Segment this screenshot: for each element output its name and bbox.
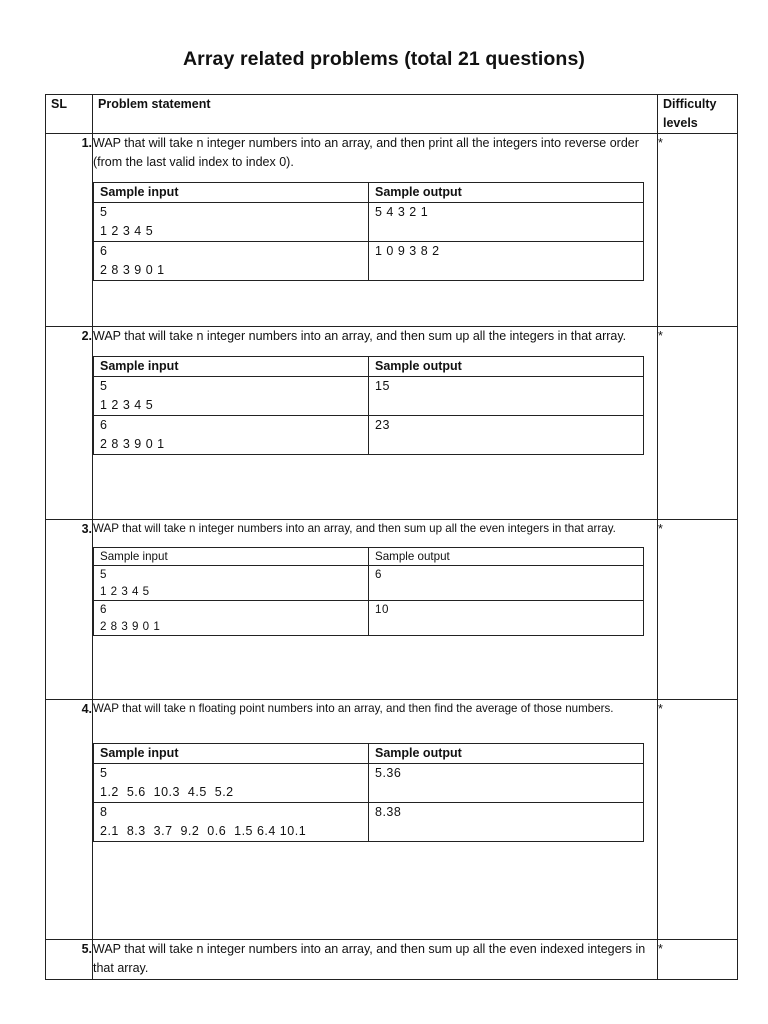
problem-statement-cell xyxy=(93,700,658,940)
problem-statement-cell xyxy=(93,327,658,520)
input-line: 2 8 3 9 0 1 xyxy=(100,437,165,451)
problem-number: 3. xyxy=(46,520,93,700)
input-line: 1 2 3 4 5 xyxy=(100,398,154,412)
input-line: 6 xyxy=(100,603,107,616)
sample-output-header: Sample output xyxy=(369,357,644,377)
sample-input-header: Sample input xyxy=(94,548,369,566)
sample-input xyxy=(94,377,369,416)
difficulty-level: * xyxy=(658,940,738,980)
sample-input xyxy=(94,601,369,636)
input-line: 5 xyxy=(100,766,108,780)
sample-input xyxy=(94,242,369,281)
problems-table xyxy=(45,94,738,980)
input-line: 2.1 8.3 3.7 9.2 0.6 1.5 6.4 10.1 xyxy=(100,824,307,838)
sample-table xyxy=(93,182,644,281)
input-line: 5 xyxy=(100,205,108,219)
sample-output-header: Sample output xyxy=(369,548,644,566)
sample-output: 6 xyxy=(369,566,644,601)
problem-number: 1. xyxy=(46,134,93,327)
input-line: 5 xyxy=(100,568,107,581)
problem-row-3 xyxy=(46,520,738,700)
input-line: 2 8 3 9 0 1 xyxy=(100,620,161,633)
problem-row-2 xyxy=(46,327,738,520)
problem-number: 4. xyxy=(46,700,93,940)
sample-table xyxy=(93,743,644,842)
sample-input xyxy=(94,416,369,455)
input-line: 1.2 5.6 10.3 4.5 5.2 xyxy=(100,785,234,799)
problem-statement: WAP that will take n integer numbers into an array, and then print all the integers into reverse order (from the last valid index to index 0). xyxy=(93,136,639,169)
difficulty-header: Difficulty levels xyxy=(658,95,738,134)
input-line: 5 xyxy=(100,379,108,393)
difficulty-level: * xyxy=(658,520,738,700)
difficulty-level: * xyxy=(658,134,738,327)
sample-table xyxy=(93,356,644,455)
problem-statement-cell xyxy=(93,940,658,980)
problem-number: 5. xyxy=(46,940,93,980)
problem-statement-header: Problem statement xyxy=(93,95,658,134)
input-line: 8 xyxy=(100,805,108,819)
sample-output: 8.38 xyxy=(369,803,644,842)
sample-table xyxy=(93,547,644,636)
problem-statement: WAP that will take n integer numbers into an array, and then sum up all the even indexed integers in that array. xyxy=(93,942,646,975)
input-line: 6 xyxy=(100,244,108,258)
problem-row-1 xyxy=(46,134,738,327)
problem-statement-cell xyxy=(93,520,658,700)
sample-input xyxy=(94,566,369,601)
sample-output: 5.36 xyxy=(369,764,644,803)
problem-row-5 xyxy=(46,940,738,980)
input-line: 1 2 3 4 5 xyxy=(100,585,150,598)
sample-output: 5 4 3 2 1 xyxy=(369,203,644,242)
sample-output: 23 xyxy=(369,416,644,455)
problem-row-4 xyxy=(46,700,738,940)
sample-input-header: Sample input xyxy=(94,183,369,203)
sample-output: 15 xyxy=(369,377,644,416)
input-line: 6 xyxy=(100,418,108,432)
page-title: Array related problems (total 21 questions) xyxy=(183,48,585,70)
problem-statement-cell xyxy=(93,134,658,327)
header-row xyxy=(46,95,738,134)
sample-output: 1 0 9 3 8 2 xyxy=(369,242,644,281)
problem-statement: WAP that will take n integer numbers into an array, and then sum up all the even integers in that array. xyxy=(93,522,616,535)
problem-number: 2. xyxy=(46,327,93,520)
sl-header: SL xyxy=(46,95,93,134)
input-line: 1 2 3 4 5 xyxy=(100,224,154,238)
difficulty-level: * xyxy=(658,327,738,520)
input-line: 2 8 3 9 0 1 xyxy=(100,263,165,277)
sample-output-header: Sample output xyxy=(369,744,644,764)
sample-input xyxy=(94,203,369,242)
problem-statement: WAP that will take n floating point numbers into an array, and then find the average of those numbers. xyxy=(93,702,614,715)
sample-input-header: Sample input xyxy=(94,744,369,764)
problem-statement: WAP that will take n integer numbers into an array, and then sum up all the integers in that array. xyxy=(93,329,627,343)
difficulty-level: * xyxy=(658,700,738,940)
sample-input xyxy=(94,803,369,842)
sample-output-header: Sample output xyxy=(369,183,644,203)
sample-output: 10 xyxy=(369,601,644,636)
sample-input xyxy=(94,764,369,803)
sample-input-header: Sample input xyxy=(94,357,369,377)
